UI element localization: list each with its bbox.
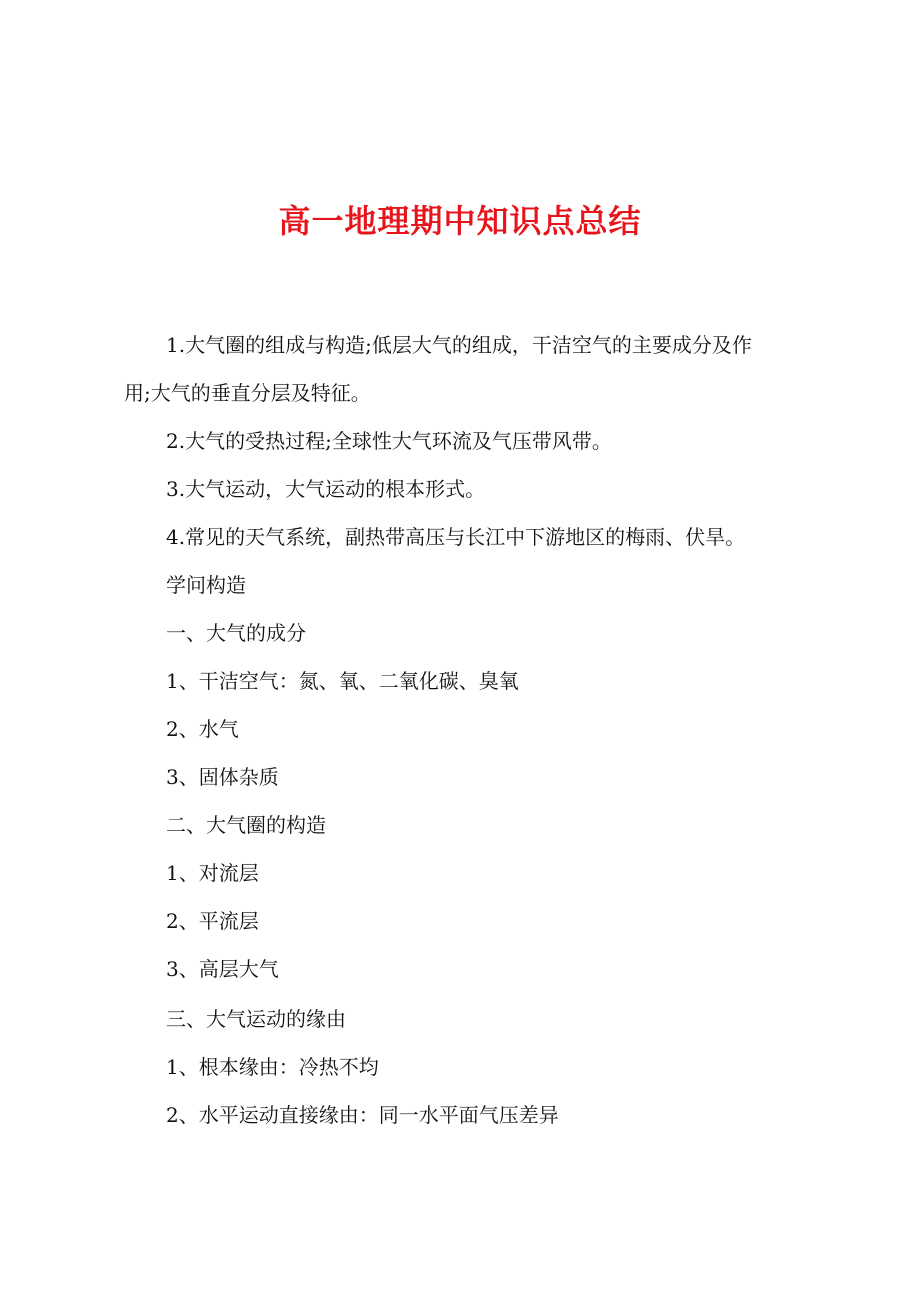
list-item: 2、水平运动直接缘由：同一水平面气压差异: [166, 1103, 559, 1127]
paragraph-line: 3.大气运动，大气运动的根本形式。: [166, 477, 486, 501]
section-heading: 学问构造: [166, 573, 246, 597]
list-item: 3、固体杂质: [166, 765, 279, 789]
section-heading: 三、大气运动的缘由: [166, 1007, 346, 1031]
list-item: 3、高层大气: [166, 957, 279, 981]
section-heading: 二、大气圈的构造: [166, 813, 326, 837]
paragraph-line: 1.大气圈的组成与构造;低层大气的组成，干洁空气的主要成分及作: [166, 333, 752, 357]
paragraph-line: 4.常见的天气系统，副热带高压与长江中下游地区的梅雨、伏旱。: [166, 525, 746, 549]
list-item: 2、水气: [166, 717, 239, 741]
list-item: 1、根本缘由：冷热不均: [166, 1055, 379, 1079]
list-item: 1、对流层: [166, 861, 259, 885]
paragraph-line: 2.大气的受热过程;全球性大气环流及气压带风带。: [166, 429, 612, 453]
section-heading: 一、大气的成分: [166, 621, 306, 645]
list-item: 2、平流层: [166, 909, 259, 933]
list-item: 1、干洁空气：氮、氧、二氧化碳、臭氧: [166, 669, 519, 693]
document-title: 高一地理期中知识点总结: [278, 202, 642, 240]
paragraph-line: 用;大气的垂直分层及特征。: [124, 381, 371, 405]
